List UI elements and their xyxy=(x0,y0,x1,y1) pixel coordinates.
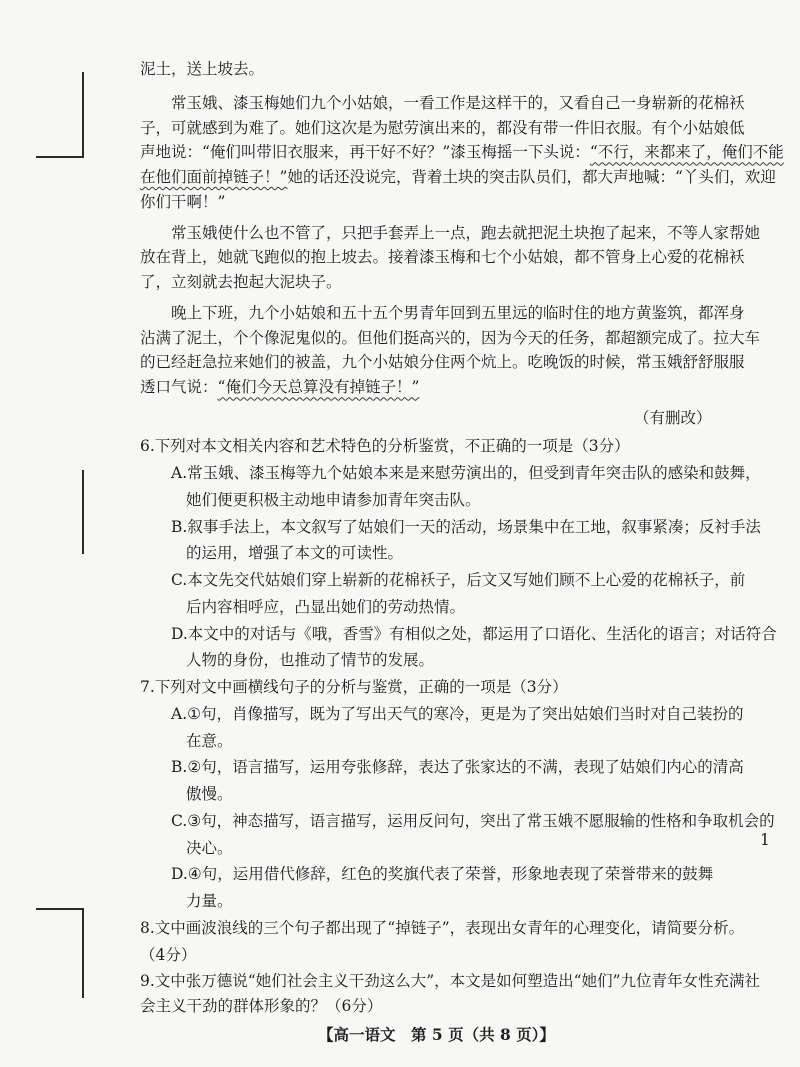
option-text: 力量。 xyxy=(186,892,233,911)
option-text: B.叙事手法上，本文叙写了姑娘们一天的活动，场景集中在工地，叙事紧凑；反衬手法 xyxy=(171,517,761,536)
passage-line: 你们干啊！” xyxy=(140,193,226,211)
passage-line: 子，可就感到为难了。她们这次是为慰劳演出来的，都没有带一件旧衣服。有个小姑娘低 xyxy=(140,118,745,137)
option-text: A.常玉娥、漆玉梅等九个姑娘本来是来慰劳演出的，但受到青年突击队的感染和鼓舞， xyxy=(171,464,761,483)
option-text: D.④句，运用借代修辞，红色的奖旗代表了荣誉，形象地表现了荣誉带来的鼓舞 xyxy=(171,865,714,884)
margin-mark-bottom-vertical xyxy=(82,908,84,998)
option-text: A.①句，肖像描写，既为了写出天气的寒冷，更是为了突出姑娘们当时对自己装扮的 xyxy=(171,704,744,723)
wavy-sentence-1: “不行，来都来了，俺们不能 xyxy=(589,143,784,162)
margin-mark-top-horizontal xyxy=(36,156,84,158)
passage-line: 泥土，送上坡去。 xyxy=(140,60,265,79)
question-6-stem: 6.下列对本文相关内容和艺术特色的分析鉴赏，不正确的一项是（3分） xyxy=(140,437,630,456)
option-text: 她们便更积极主动地申请参加青年突击队。 xyxy=(186,490,481,509)
passage-line: 晚上下班，九个小姑娘和五十五个男青年回到五里远的临时住的地方黄鉴筑，都浑身 xyxy=(171,303,745,322)
passage-text: 她的话还没说完，背着土块的突击队员们，都大声地喊：“丫头们，欢迎 xyxy=(287,168,776,187)
passage-text: 透口气说： xyxy=(140,378,218,397)
passage-line: 的已经赶急拉来她们的被盖，九个小姑娘分住两个炕上。吃晚饭的时候，常玉娥舒舒服服 xyxy=(140,353,745,372)
page-footer: 【高一语文 第 5 页（共 8 页）】 xyxy=(318,1024,555,1044)
option-text: 傲慢。 xyxy=(186,785,233,804)
option-text: D.本文中的对话与《哦，香雪》有相似之处，都运用了口语化、生活化的语言；对话符合 xyxy=(171,624,777,643)
margin-mark-top-vertical xyxy=(82,72,84,156)
option-text: 决心。 xyxy=(186,838,233,857)
option-text: B.②句，语言描写，运用夸张修辞，表达了张家达的不满，表现了姑娘们内心的清高 xyxy=(171,758,744,777)
question-9-stem: 9.文中张万德说“她们社会主义干劲这么大”，本文是如何塑造出“她们”九位青年女性充满社 xyxy=(140,972,760,991)
option-text: C.本文先交代姑娘们穿上崭新的花棉袄子，后文又写她们顾不上心爱的花棉袄子，前 xyxy=(171,571,746,590)
passage-line: 放在背上，她就飞跑似的抱上坡去。接着漆玉梅和七个小姑娘，都不管身上心爱的花棉袄 xyxy=(140,248,745,267)
passage-line: 了，立刻就去抱起大泥块子。 xyxy=(140,273,342,292)
passage-line: 沾满了泥土，个个像泥鬼似的。但他们挺高兴的，因为今天的任务，都超额完成了。拉大车 xyxy=(140,328,761,347)
passage-line xyxy=(140,376,419,398)
right-edge-mark: 1 xyxy=(760,830,770,849)
source-note: （有删改） xyxy=(634,408,712,427)
option-text: 的运用，增强了本文的可读性。 xyxy=(186,544,404,563)
option-text: 在意。 xyxy=(186,731,233,750)
question-7-stem: 7.下列对文中画横线句子的分析与鉴赏，正确的一项是（3分） xyxy=(140,678,568,697)
option-text: C.③句，神态描写，语言描写，运用反问句，突出了常玉娥不愿服输的性格和争取机会的 xyxy=(171,811,775,830)
option-text: 后内容相呼应，凸显出她们的劳动热情。 xyxy=(186,597,466,616)
question-8-stem: 8.文中画波浪线的三个句子都出现了“掉链子”，表现出女青年的心理变化，请简要分析。 xyxy=(140,918,745,937)
question-8-score: （4分） xyxy=(140,945,197,964)
wavy-sentence-1-end: 在他们面前掉链子！” xyxy=(140,168,288,187)
passage-line xyxy=(140,166,776,188)
passage-line: 常玉娥使什么也不管了，只把手套弄上一点，跑去就把泥土块抱了起来，不等人家帮她 xyxy=(171,223,761,242)
passage-text: 声地说：“俺们叫带旧衣服来，再干好不好？”漆玉梅摇一下头说： xyxy=(140,143,590,162)
option-text: 人物的身份，也推动了情节的发展。 xyxy=(186,651,435,670)
passage-line: 常玉娥、漆玉梅她们九个小姑娘，一看工作是这样干的，又看自己一身崭新的花棉袄 xyxy=(171,93,745,112)
question-9-stem-cont: 会主义干劲的群体形象的？（6分） xyxy=(140,997,383,1016)
wavy-sentence-3: “俺们今天总算没有掉链子！” xyxy=(217,378,420,397)
margin-mark-bottom-horizontal xyxy=(36,908,84,910)
margin-mark-middle-vertical xyxy=(82,470,84,554)
passage-line xyxy=(140,141,784,163)
